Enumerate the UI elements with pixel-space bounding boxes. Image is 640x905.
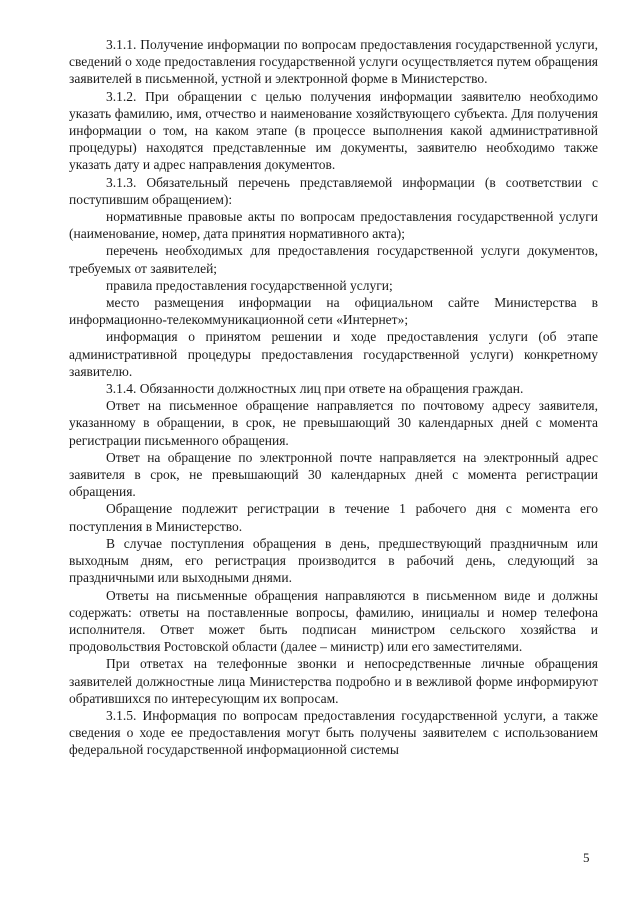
paragraph-reply-content: Ответы на письменные обращения направляются в письменном виде и должны содержать: ответы на поставленные вопросы, фамилию, инициалы и номер телефона исполнителя. Ответ может быть подписан министром сельского хозяйства и продовольствия Ростовской области (далее – министр) или его заместителями. [69, 587, 598, 655]
paragraph-3-1-2: 3.1.2. При обращении с целью получения информации заявителю необходимо указать фамилию, имя, отчество и наименование хозяйствующего субъекта. Для получения информации о том, на каком этапе (в процессе выполнения какой административной процедуры) находятся представленные им документы, заявителю необходимо также указать дату и адрес направления документов. [69, 88, 598, 173]
list-item-decision: информация о принятом решении и ходе предоставления услуги (об этапе административной процедуры предоставления государственной услуги) конкретному заявителю. [69, 329, 598, 379]
list-item-legal-acts: нормативные правовые акты по вопросам предоставления государственной услуги (наименование, номер, дата принятия нормативного акта); [69, 209, 598, 242]
paragraph-phone-calls: При ответах на телефонные звонки и непосредственные личные обращения заявителей должностные лица Министерства подробно и в вежливой форме информируют обратившихся по интересующим их вопросам. [69, 656, 598, 706]
paragraph-3-1-4: 3.1.4. Обязанности должностных лиц при ответе на обращения граждан. [106, 381, 524, 397]
paragraph-registration: Обращение подлежит регистрации в течение 1 рабочего дня с момента его поступления в Министерство. [69, 501, 598, 534]
list-item-documents: перечень необходимых для предоставления государственной услуги документов, требуемых от заявителей; [69, 243, 598, 276]
paragraph-email-reply: Ответ на обращение по электронной почте направляется на электронный адрес заявителя в срок, не превышающий 30 календарных дней с момента регистрации обращения. [69, 449, 598, 500]
paragraph-holidays: В случае поступления обращения в день, предшествующий праздничным или выходным дням, его регистрация производится в рабочий день, следующий за праздничными или выходными днями. [69, 535, 598, 586]
page-number: 5 [583, 850, 590, 865]
paragraph-3-1-3: 3.1.3. Обязательный перечень представляемой информации (в соответствии с поступившим обращением): [69, 174, 598, 207]
list-item-website: место размещения информации на официальном сайте Министерства в информационно-телекоммуникационной сети «Интернет»; [69, 295, 598, 328]
paragraph-3-1-1: 3.1.1. Получение информации по вопросам предоставления государственной услуги, сведений о ходе предоставления государственной услуги осуществляется путем обращения заявителей в письменной, устной и электронной форме в Министерство. [69, 37, 598, 87]
paragraph-written-reply: Ответ на письменное обращение направляется по почтовому адресу заявителя, указанному в обращении, в срок, не превышающий 30 календарных дней с момента регистрации письменного обращения. [69, 398, 598, 448]
body-text [69, 36, 598, 759]
paragraph-3-1-5: 3.1.5. Информация по вопросам предоставления государственной услуги, а также сведения о ходе ее предоставления могут быть получены заявителем с использованием федеральной государственной информационной системы [69, 707, 598, 758]
list-item-rules: правила предоставления государственной услуги; [106, 277, 393, 293]
